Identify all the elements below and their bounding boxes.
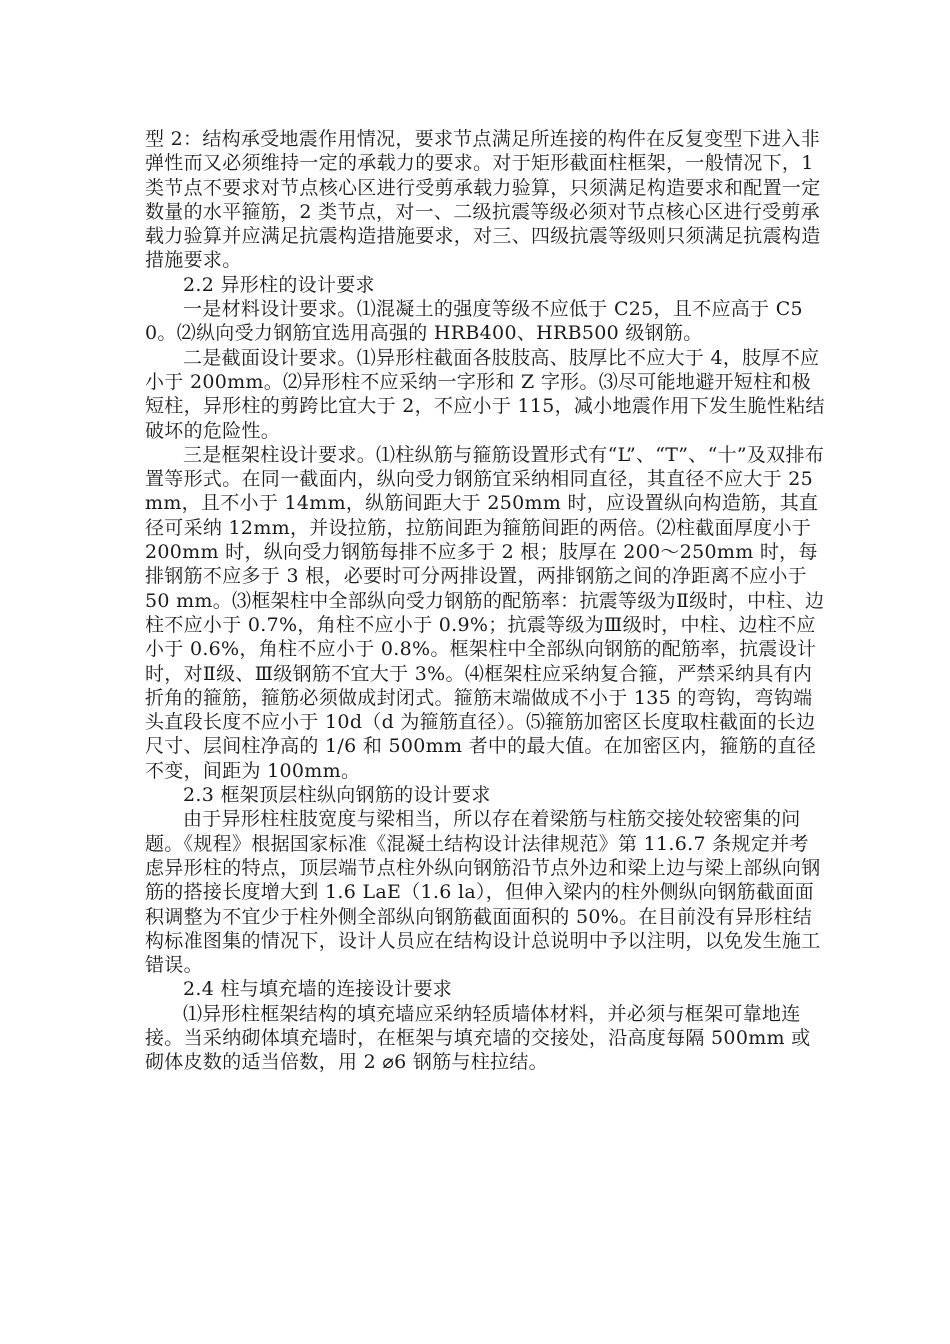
paragraph-infill-wall-connection: ⑴异形柱框架结构的填充墙应采纳轻质墙体材料，并必须与框架可靠地连接。当采纳砌体填充墙时，在框架与填充墙的交接处，沿高度每隔 500mm 或砌体皮数的适当倍数，用 2 ⌀6 钢筋与柱拉结。 <box>145 1002 811 1074</box>
paragraph-frame-column-requirements: 三是框架柱设计要求。⑴柱纵筋与箍筋设置形式有“L”、“T”、“十”及双排布置等形式。在同一截面内，纵向受力钢筋宜采纳相同直径，其直径不应大于 25mm，且不小于 14mm，纵筋间距大于 250mm 时，应设置纵向构造筋，其直径可采纳 12mm，并设拉筋，拉筋间距为箍筋间距的两倍。⑵柱截面厚度小于 200mm 时，纵向受力钢筋每排不应多于 2 根；肢厚在 200～250mm 时，每排钢筋不应多于 3 根，必要时可分两排设置，两排钢筋之间的净距离不应小于 50 mm。⑶框架柱中全部纵向受力钢筋的配筋率：抗震等级为Ⅱ级时，中柱、边柱不应小于 0.7%，角柱不应小于 0.9%；抗震等级为Ⅲ级时，中柱、边柱不应小于 0.6%，角柱不应小于 0.8%。框架柱中全部纵向钢筋的配筋率，抗震设计时，对Ⅱ级、Ⅲ级钢筋不宜大于 3%。⑷框架柱应采纳复合箍，严禁采纳具有内折角的箍筋，箍筋必须做成封闭式。箍筋末端做成不小于 135 的弯钩，弯钩端头直段长度不应小于 10d（d 为箍筋直径）。⑸箍筋加密区长度取柱截面的长边尺寸、层间柱净高的 1/6 和 500mm 者中的最大值。在加密区内，箍筋的直径不变，间距为 100mm。 <box>145 443 825 782</box>
section-heading-2-2: 2.2 异形柱的设计要求 <box>183 273 375 296</box>
section-heading-2-3: 2.3 框架顶层柱纵向钢筋的设计要求 <box>183 784 491 807</box>
section-heading-2-4: 2.4 柱与填充墙的连接设计要求 <box>183 978 453 1001</box>
paragraph-section-requirements: 二是截面设计要求。⑴异形柱截面各肢肢高、肢厚比不应大于 4，肢厚不应小于 200mm。⑵异形柱不应采纳一字形和 Z 字形。⑶尽可能地避开短柱和极短柱，异形柱的剪跨比宜大于 2，不应小于 115，减小地震作用下发生脆性粘结破坏的危险性。 <box>145 346 825 442</box>
paragraph-top-column-rebar: 由于异形柱柱肢宽度与梁相当，所以存在着梁筋与柱筋交接处较密集的问题。《规程》根据国家标准《混凝土结构设计法律规范》第 11.6.7 条规定并考虑异形柱的特点，顶层端节点柱外纵向钢筋沿节点外边和梁上边与梁上部纵向钢筋的搭接长度增大到 1.6 LaE（1.6 la），但伸入梁内的柱外侧纵向钢筋截面面积调整为不宜少于柱外侧全部纵向钢筋截面面积的 50%。在目前没有异形柱结构标准图集的情况下，设计人员应在结构设计总说明中予以注明，以免发生施工错误。 <box>145 808 821 977</box>
paragraph-material-requirements: 一是材料设计要求。⑴混凝土的强度等级不应低于 C25，且不应高于 C50。⑵纵向受力钢筋宜选用高强的 HRB400、HRB500 级钢筋。 <box>145 298 803 345</box>
paragraph-seismic-node-type: 型 2：结构承受地震作用情况，要求节点满足所连接的构件在反复变型下进入非弹性而又必须维持一定的承载力的要求。对于矩形截面柱框架，一般情况下，1 类节点不要求对节点核心区进行受剪承载力验算，只须满足构造要求和配置一定数量的水平箍筋，2 类节点，对一、二级抗震等级必须对节点核心区进行受剪承载力验算并应满足抗震构造措施要求，对三、四级抗震等级则只须满足抗震构造措施要求。 <box>145 128 821 272</box>
document-body <box>145 127 825 1075</box>
